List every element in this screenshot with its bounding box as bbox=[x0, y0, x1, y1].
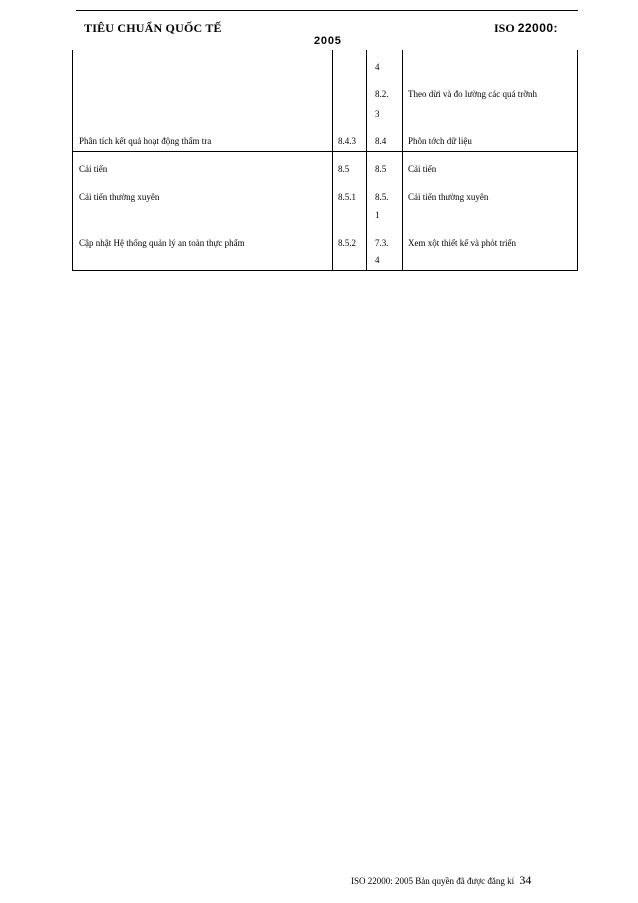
table-cell-clause: 8.5.1 bbox=[338, 192, 356, 202]
table-cell-clause: 8.5.2 bbox=[338, 238, 356, 248]
table-border-right bbox=[577, 50, 578, 270]
table-cell-clause: 8.5 bbox=[338, 164, 350, 174]
table-cell-desc: Cải tiến bbox=[408, 164, 437, 174]
table-cell-left: Phân tích kết quả hoạt động thẩm tra bbox=[79, 136, 212, 146]
page-number: 34 bbox=[519, 873, 532, 887]
table-cell-ref: 8.5 bbox=[375, 164, 387, 174]
table-cell-desc: Cải tiến thường xuyên bbox=[408, 192, 489, 202]
table-cell-ref: 7.3. bbox=[375, 238, 389, 248]
table-cell-ref: 4 bbox=[375, 255, 380, 265]
page-footer bbox=[351, 873, 531, 888]
table-cell-left: Cải tiến thường xuyên bbox=[79, 192, 160, 202]
iso-label bbox=[494, 21, 558, 36]
table-divider-3 bbox=[402, 50, 403, 270]
table-cell-desc: Phõn tớch dữ liệu bbox=[408, 136, 472, 146]
table-cell-left: Cập nhật Hệ thống quản lý an toàn thực phẩm bbox=[79, 238, 245, 248]
iso-year: 2005 bbox=[314, 35, 342, 47]
table-cell-ref: 1 bbox=[375, 210, 380, 220]
table-cell-desc: Theo dừi và đo lường các quá trỡnh bbox=[408, 89, 537, 99]
iso-prefix: ISO bbox=[494, 21, 515, 35]
iso-number: 22000: bbox=[517, 21, 559, 35]
table-cell-desc: Xem xột thiết kế và phỏt triển bbox=[408, 238, 516, 248]
table-cell-ref: 8.5. bbox=[375, 192, 389, 202]
row-divider bbox=[72, 151, 578, 152]
table-cell-ref: 3 bbox=[375, 109, 380, 119]
footer-copyright: ISO 22000: 2005 Bản quyền đã được đăng kí bbox=[351, 876, 515, 886]
table-cell-left: Cải tiến bbox=[79, 164, 108, 174]
table-border-left bbox=[72, 50, 73, 270]
table-cell-ref: 8.4 bbox=[375, 136, 387, 146]
table-divider-1 bbox=[332, 50, 333, 270]
document-title: TIÊU CHUẨN QUỐC TẾ bbox=[84, 21, 222, 35]
table-cell-ref: 4 bbox=[375, 62, 380, 72]
table-cell-clause: 8.4.3 bbox=[338, 136, 356, 146]
table-divider-2 bbox=[366, 50, 367, 270]
table-border-bottom bbox=[72, 270, 578, 271]
header-rule bbox=[76, 10, 578, 11]
table-cell-ref: 8.2. bbox=[375, 89, 389, 99]
correspondence-table bbox=[72, 50, 578, 270]
